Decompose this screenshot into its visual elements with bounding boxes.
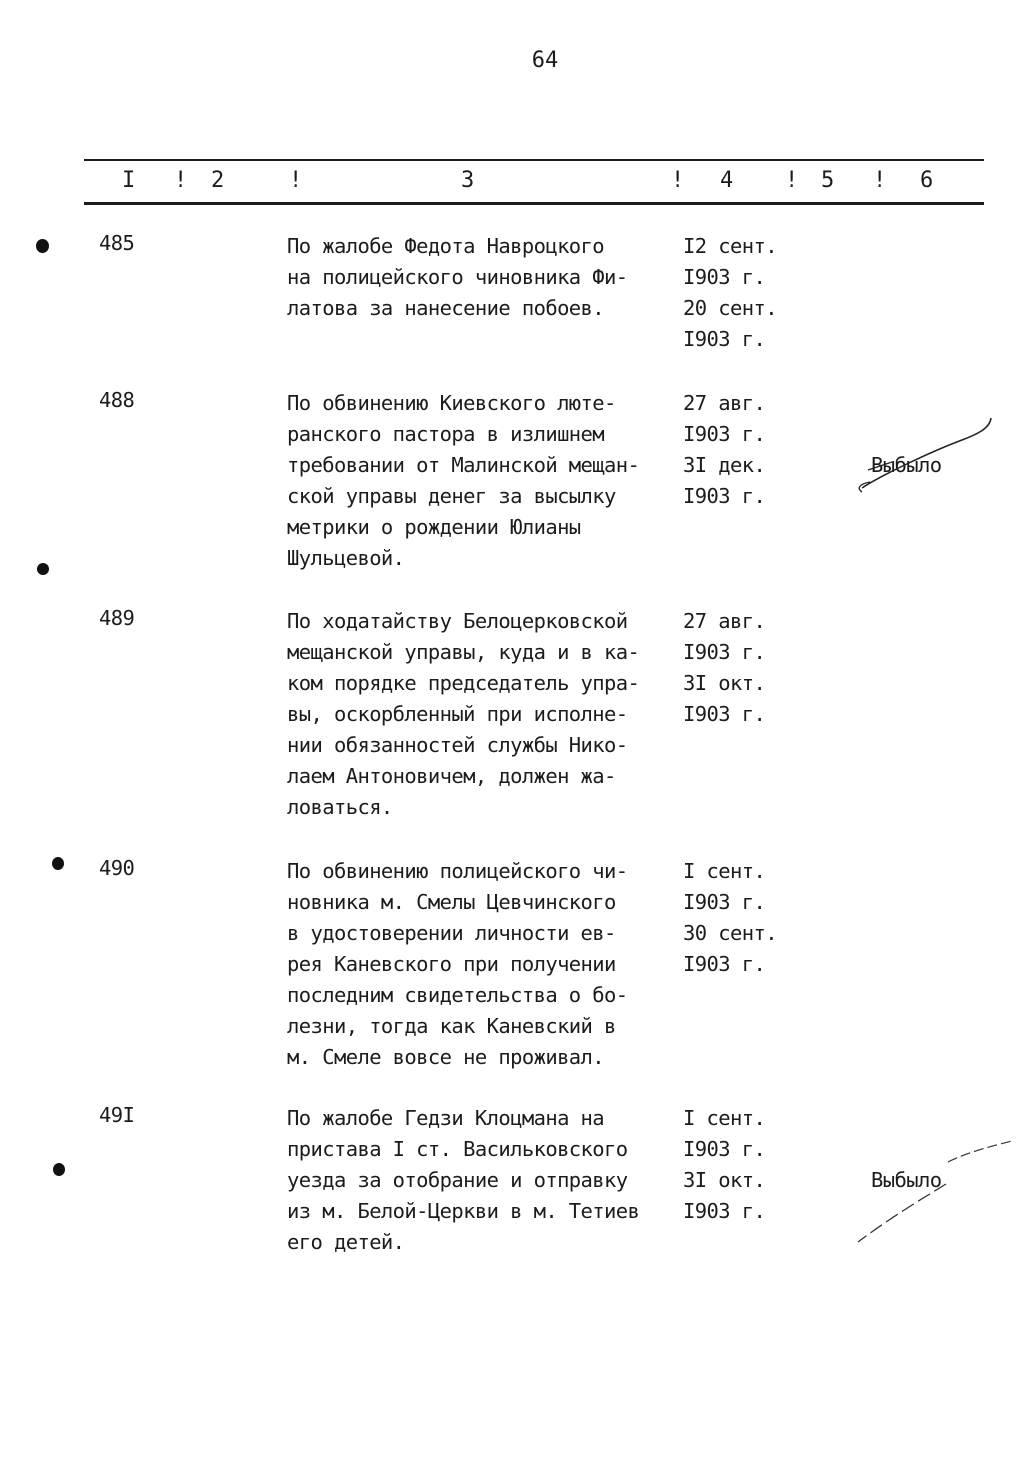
date-line: 30 сент.: [683, 921, 777, 945]
description-line: ранского пастора в излишнем: [287, 422, 605, 446]
date-line: I903 г.: [683, 265, 766, 289]
status-note: Выбыло: [871, 1168, 942, 1192]
description-line: ловаться.: [287, 795, 393, 819]
description-line: пристава I ст. Васильковского: [287, 1137, 628, 1161]
column-separator: !: [873, 168, 887, 193]
date-line: I903 г.: [683, 1199, 766, 1223]
date-line: 20 сент.: [683, 296, 777, 320]
description-line: вы, оскорбленный при исполне-: [287, 702, 628, 726]
description-line: м. Смеле вовсе не проживал.: [287, 1045, 605, 1069]
column-5-heading: 5: [821, 168, 835, 193]
pen-stroke-mark: [858, 1184, 946, 1242]
date-line: 27 авг.: [683, 609, 766, 633]
description-line: По жалобе Гедзи Клоцмана на: [287, 1106, 605, 1130]
description-line: лезни, тогда как Каневский в: [287, 1014, 616, 1038]
date-line: 27 авг.: [683, 391, 766, 415]
column-6-heading: 6: [920, 168, 934, 193]
date-line: I903 г.: [683, 1137, 766, 1161]
description-line: рея Каневского при получении: [287, 952, 616, 976]
case-number: 485: [99, 231, 135, 255]
description-line: требовании от Малинской мещан-: [287, 453, 640, 477]
description-line: в удостоверении личности ев-: [287, 921, 616, 945]
description-line: нии обязанностей службы Нико-: [287, 733, 628, 757]
column-separator: !: [174, 168, 188, 193]
date-line: I2 сент.: [683, 234, 777, 258]
date-line: 3I окт.: [683, 1168, 766, 1192]
date-line: I903 г.: [683, 422, 766, 446]
pen-stroke-mark: [862, 418, 991, 488]
description-line: уезда за отобрание и отправку: [287, 1168, 628, 1192]
date-line: I сент.: [683, 1106, 766, 1130]
description-line: ской управы денег за высылку: [287, 484, 616, 508]
column-1-heading: I: [122, 168, 136, 193]
date-line: I сент.: [683, 859, 766, 883]
description-line: новника м. Смелы Цевчинского: [287, 890, 616, 914]
description-line: на полицейского чиновника Фи-: [287, 265, 628, 289]
date-line: I903 г.: [683, 890, 766, 914]
description-line: По ходатайству Белоцерковской: [287, 609, 628, 633]
date-line: I903 г.: [683, 640, 766, 664]
column-separator: !: [785, 168, 799, 193]
date-line: I903 г.: [683, 484, 766, 508]
status-note: Выбыло: [871, 453, 942, 477]
column-3-heading: 3: [461, 168, 475, 193]
description-line: метрики о рождении Юлианы: [287, 515, 581, 539]
pen-stroke-mark: [868, 462, 892, 470]
column-separator: !: [289, 168, 303, 193]
date-line: 3I окт.: [683, 671, 766, 695]
date-line: I903 г.: [683, 327, 766, 351]
description-line: его детей.: [287, 1230, 405, 1254]
case-number: 489: [99, 606, 135, 630]
case-number: 488: [99, 388, 135, 412]
description-line: По жалобе Федота Навроцкого: [287, 234, 605, 258]
column-4-heading: 4: [720, 168, 734, 193]
date-line: 3I дек.: [683, 453, 766, 477]
description-line: ком порядке председатель упра-: [287, 671, 640, 695]
case-number: 490: [99, 856, 135, 880]
description-line: лаем Антоновичем, должен жа-: [287, 764, 616, 788]
description-line: мещанской управы, куда и в ка-: [287, 640, 640, 664]
description-line: последним свидетельства о бо-: [287, 983, 628, 1007]
date-line: I903 г.: [683, 702, 766, 726]
page-number: 64: [531, 48, 559, 73]
date-line: I903 г.: [683, 952, 766, 976]
description-line: По обвинению полицейского чи-: [287, 859, 628, 883]
description-line: из м. Белой-Церкви в м. Тетиев: [287, 1199, 640, 1223]
description-line: По обвинению Киевского люте-: [287, 391, 616, 415]
description-line: Шульцевой.: [287, 546, 405, 570]
column-2-heading: 2: [211, 168, 225, 193]
description-line: латова за нанесение побоев.: [287, 296, 605, 320]
column-separator: !: [671, 168, 685, 193]
case-number: 49I: [99, 1103, 135, 1127]
pen-stroke-mark: [948, 1141, 1012, 1162]
